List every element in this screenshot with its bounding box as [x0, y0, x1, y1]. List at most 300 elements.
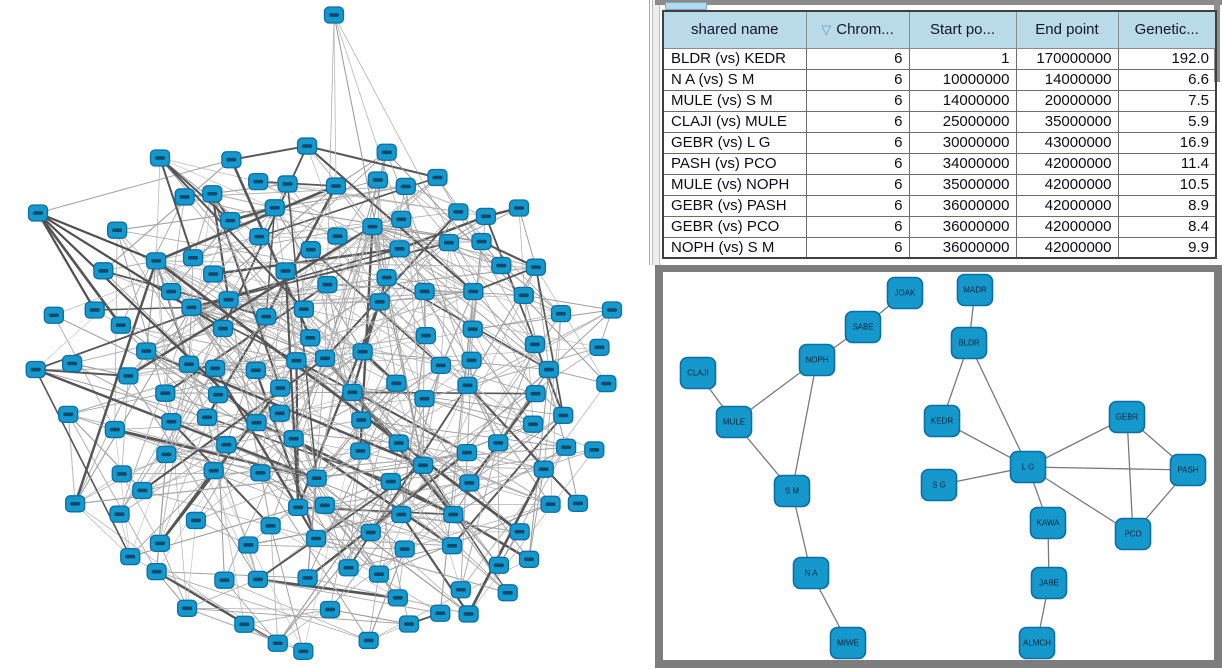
network-edge[interactable]	[969, 343, 1028, 467]
table-cell[interactable]: 42000000	[1016, 216, 1118, 237]
table-cell[interactable]: 14000000	[1016, 69, 1118, 90]
network-node[interactable]	[222, 152, 241, 168]
node-label	[298, 650, 308, 654]
edge-attribute-table-panel	[662, 10, 1217, 259]
node-label	[117, 472, 127, 476]
node-label	[382, 150, 392, 154]
network-node[interactable]	[451, 582, 470, 598]
network-node[interactable]	[597, 376, 616, 392]
node-label	[468, 327, 478, 331]
network-edge[interactable]	[401, 514, 468, 613]
network-node[interactable]	[215, 572, 234, 588]
network-edge[interactable]	[371, 532, 520, 533]
node-label	[160, 391, 170, 395]
network-edge[interactable]	[792, 360, 817, 491]
table-cell[interactable]: 5.9	[1118, 111, 1216, 132]
network-node[interactable]	[112, 466, 131, 482]
network-node-mule[interactable]	[717, 407, 752, 438]
network-edge[interactable]	[536, 267, 549, 369]
network-node[interactable]	[119, 368, 138, 384]
node-label	[493, 441, 503, 445]
table-cell[interactable]: 6	[806, 90, 909, 111]
network-node[interactable]	[585, 442, 604, 458]
table-row[interactable]	[663, 48, 1216, 69]
network-node[interactable]	[392, 506, 411, 522]
table-cell[interactable]: 34000000	[909, 153, 1016, 174]
network-node-pash[interactable]	[1171, 455, 1206, 486]
column-header-3[interactable]	[1016, 11, 1118, 48]
node-label	[331, 184, 341, 188]
table-cell[interactable]: 6	[806, 195, 909, 216]
network-node[interactable]	[328, 228, 347, 244]
node-label	[374, 572, 384, 576]
network-edge[interactable]	[1028, 467, 1188, 470]
table-cell[interactable]: 42000000	[1016, 174, 1118, 195]
network-node[interactable]	[603, 302, 622, 318]
table-row[interactable]	[663, 195, 1216, 216]
node-label	[494, 563, 504, 567]
table-cell[interactable]: 170000000	[1016, 48, 1118, 69]
network-node[interactable]	[137, 343, 156, 359]
network-node[interactable]	[203, 186, 222, 202]
node-label: CLAJI	[687, 368, 709, 378]
network-node[interactable]	[94, 263, 113, 279]
network-node-almch[interactable]	[1020, 628, 1055, 659]
network-node[interactable]	[250, 229, 269, 245]
network-node[interactable]	[541, 496, 560, 512]
filter-icon[interactable]: ▽	[821, 22, 832, 38]
node-label	[207, 192, 217, 196]
table-cell[interactable]: 30000000	[909, 132, 1016, 153]
node-label	[329, 13, 339, 17]
network-node-kawa[interactable]	[1031, 508, 1066, 539]
network-node[interactable]	[343, 384, 362, 400]
network-node[interactable]	[162, 414, 181, 430]
network-node[interactable]	[369, 566, 388, 582]
network-edge[interactable]	[231, 146, 307, 160]
network-node[interactable]	[307, 530, 326, 546]
node-label	[386, 480, 396, 484]
node-label	[320, 504, 330, 508]
network-node[interactable]	[270, 405, 289, 421]
network-node[interactable]	[206, 360, 225, 376]
table-cell[interactable]: 16.9	[1118, 132, 1216, 153]
panel-splitter[interactable]	[652, 0, 660, 265]
network-node[interactable]	[276, 263, 295, 279]
network-node[interactable]	[428, 170, 447, 186]
network-edge[interactable]	[1127, 417, 1133, 534]
node-label	[344, 566, 354, 570]
table-cell[interactable]: PASH (vs) PCO	[663, 153, 806, 174]
node-label: S M	[784, 486, 800, 496]
network-node[interactable]	[388, 590, 407, 606]
network-node[interactable]	[26, 362, 45, 378]
table-cell[interactable]: 9.9	[1118, 237, 1216, 258]
network-node[interactable]	[156, 385, 175, 401]
network-node[interactable]	[249, 174, 268, 190]
network-node[interactable]	[287, 353, 306, 369]
node-label	[519, 294, 529, 298]
table-cell[interactable]: 42000000	[1016, 195, 1118, 216]
network-node[interactable]	[462, 352, 481, 368]
network-node[interactable]	[219, 292, 238, 308]
network-node[interactable]	[370, 294, 389, 310]
network-node[interactable]	[551, 306, 570, 322]
network-node[interactable]	[554, 407, 573, 423]
network-edge[interactable]	[519, 208, 536, 267]
table-cell[interactable]: 25000000	[909, 111, 1016, 132]
network-edge[interactable]	[165, 392, 352, 393]
table-cell[interactable]: 6	[806, 216, 909, 237]
network-node[interactable]	[534, 461, 553, 477]
node-label	[531, 392, 541, 396]
table-cell[interactable]: 20000000	[1016, 90, 1118, 111]
network-node[interactable]	[431, 605, 450, 621]
column-header-0[interactable]	[663, 11, 806, 48]
network-node[interactable]	[463, 321, 482, 337]
network-node[interactable]	[63, 355, 82, 371]
network-node[interactable]	[298, 570, 317, 586]
network-node[interactable]	[476, 208, 495, 224]
node-label	[404, 622, 414, 626]
node-label: ALMCH	[1022, 638, 1052, 648]
network-node[interactable]	[325, 7, 344, 23]
column-header-4[interactable]	[1118, 11, 1216, 48]
network-node[interactable]	[492, 258, 511, 274]
network-node[interactable]	[377, 270, 396, 286]
network-edge[interactable]	[68, 414, 75, 503]
node-label	[283, 182, 293, 186]
right-column	[648, 0, 1222, 669]
network-node[interactable]	[105, 422, 124, 438]
node-label	[320, 357, 330, 361]
table-cell[interactable]: N A (vs) S M	[663, 69, 806, 90]
table-row[interactable]	[663, 90, 1216, 111]
network-node[interactable]	[526, 386, 545, 402]
network-node[interactable]	[361, 524, 380, 540]
table-cell[interactable]: GEBR (vs) PASH	[663, 195, 806, 216]
network-node[interactable]	[150, 535, 169, 551]
network-node[interactable]	[257, 309, 276, 325]
network-node[interactable]	[390, 241, 409, 257]
network-node[interactable]	[377, 144, 396, 160]
table-row[interactable]	[663, 132, 1216, 153]
network-node[interactable]	[568, 495, 587, 511]
table-row[interactable]	[663, 216, 1216, 237]
table-cell[interactable]: 36000000	[909, 237, 1016, 258]
network-node[interactable]	[489, 557, 508, 573]
table-cell[interactable]: BLDR (vs) KEDR	[663, 48, 806, 69]
network-node[interactable]	[321, 601, 340, 617]
table-row[interactable]	[663, 153, 1216, 174]
column-header-1[interactable]	[806, 11, 909, 48]
node-label	[98, 269, 108, 273]
network-edge[interactable]	[38, 213, 95, 310]
network-node[interactable]	[209, 387, 228, 403]
network-node[interactable]	[318, 277, 337, 293]
network-node[interactable]	[59, 406, 78, 422]
node-label	[462, 451, 472, 455]
column-header-label: Genetic...	[1134, 21, 1199, 39]
network-node-l-g[interactable]	[1011, 452, 1046, 483]
network-node-s-m[interactable]	[775, 476, 810, 507]
network-node[interactable]	[301, 330, 320, 346]
network-edge[interactable]	[244, 609, 330, 624]
subnetwork-panel	[655, 265, 1222, 668]
network-node[interactable]	[416, 328, 435, 344]
table-cell[interactable]: 8.9	[1118, 195, 1216, 216]
table-cell[interactable]: 35000000	[1016, 111, 1118, 132]
network-node[interactable]	[415, 391, 434, 407]
network-node[interactable]	[415, 283, 434, 299]
network-node[interactable]	[265, 200, 284, 216]
table-cell[interactable]: 6	[806, 174, 909, 195]
table-cell[interactable]: 6.6	[1118, 69, 1216, 90]
network-node[interactable]	[363, 219, 382, 235]
table-cell[interactable]: MULE (vs) NOPH	[663, 174, 806, 195]
network-node[interactable]	[327, 178, 346, 194]
network-node[interactable]	[557, 439, 576, 455]
table-cell[interactable]: 35000000	[909, 174, 1016, 195]
node-label	[394, 441, 404, 445]
network-node-bldr[interactable]	[952, 328, 987, 359]
network-node[interactable]	[525, 336, 544, 352]
network-node[interactable]	[217, 437, 236, 453]
network-node[interactable]	[235, 616, 254, 632]
node-label: N A	[804, 568, 818, 578]
node-label	[456, 588, 466, 592]
network-node[interactable]	[110, 506, 129, 522]
network-node[interactable]	[514, 287, 533, 303]
network-node[interactable]	[387, 375, 406, 391]
table-cell[interactable]: 192.0	[1118, 48, 1216, 69]
table-cell[interactable]: 7.5	[1118, 90, 1216, 111]
network-node[interactable]	[301, 242, 320, 258]
network-node[interactable]	[184, 250, 203, 266]
network-node[interactable]	[510, 200, 529, 216]
network-node[interactable]	[396, 178, 415, 194]
node-label	[601, 382, 611, 386]
network-node-gebr[interactable]	[1110, 402, 1145, 433]
network-node[interactable]	[85, 302, 104, 318]
network-node[interactable]	[351, 443, 370, 459]
network-node[interactable]	[204, 266, 223, 282]
network-node-madr[interactable]	[958, 275, 993, 306]
network-node[interactable]	[111, 317, 130, 333]
network-node[interactable]	[284, 431, 303, 447]
network-node[interactable]	[294, 643, 313, 659]
network-edge[interactable]	[214, 471, 304, 652]
network-node[interactable]	[526, 259, 545, 275]
network-node[interactable]	[29, 205, 48, 221]
network-node[interactable]	[459, 606, 478, 622]
network-node-jabe[interactable]	[1032, 568, 1067, 599]
network-node[interactable]	[178, 600, 197, 616]
network-node[interactable]	[414, 457, 433, 473]
table-cell[interactable]: 10000000	[909, 69, 1016, 90]
network-node[interactable]	[186, 512, 205, 528]
network-node[interactable]	[239, 537, 258, 553]
node-label: MIWE	[837, 638, 859, 648]
network-node[interactable]	[66, 496, 85, 512]
table-cell[interactable]: 11.4	[1118, 153, 1216, 174]
node-label	[141, 349, 151, 353]
network-node[interactable]	[108, 222, 127, 238]
network-node-s-g[interactable]	[922, 470, 957, 501]
network-node[interactable]	[261, 518, 280, 534]
network-edge[interactable]	[156, 158, 160, 261]
network-node-joak[interactable]	[888, 278, 923, 309]
table-row[interactable]	[663, 111, 1216, 132]
network-node[interactable]	[198, 409, 217, 425]
network-node-noph[interactable]	[800, 345, 835, 376]
table-cell[interactable]: 42000000	[1016, 237, 1118, 258]
network-node[interactable]	[399, 616, 418, 632]
node-label	[293, 506, 303, 510]
table-cell[interactable]: 6	[806, 237, 909, 258]
network-node[interactable]	[464, 283, 483, 299]
network-node[interactable]	[271, 380, 290, 396]
table-cell[interactable]: 6	[806, 153, 909, 174]
network-node[interactable]	[294, 301, 313, 317]
network-node[interactable]	[44, 307, 63, 323]
network-node[interactable]	[489, 435, 508, 451]
network-node[interactable]	[520, 551, 539, 567]
network-node[interactable]	[460, 475, 479, 491]
table-cell[interactable]: 42000000	[1016, 153, 1118, 174]
table-row[interactable]	[663, 174, 1216, 195]
network-node[interactable]	[248, 571, 267, 587]
network-node[interactable]	[457, 445, 476, 461]
table-cell[interactable]: 1	[909, 48, 1016, 69]
node-label	[291, 359, 301, 363]
network-node[interactable]	[278, 176, 297, 192]
network-node[interactable]	[147, 253, 166, 269]
network-edge[interactable]	[330, 609, 409, 624]
network-node[interactable]	[539, 362, 558, 378]
node-label	[358, 350, 368, 354]
network-edge[interactable]	[117, 208, 275, 230]
network-node[interactable]	[316, 350, 335, 366]
network-node[interactable]	[392, 211, 411, 227]
network-node-sabe[interactable]	[846, 312, 881, 343]
table-cell[interactable]: 6	[806, 111, 909, 132]
table-cell[interactable]: 36000000	[909, 195, 1016, 216]
network-node[interactable]	[431, 357, 450, 373]
table-cell[interactable]: 6	[806, 48, 909, 69]
network-edge[interactable]	[38, 160, 231, 213]
node-label	[151, 259, 161, 263]
network-node[interactable]	[315, 497, 334, 513]
node-label	[182, 607, 192, 611]
node-label	[464, 612, 474, 616]
table-cell[interactable]: GEBR (vs) PCO	[663, 216, 806, 237]
node-label	[90, 308, 100, 312]
table-cell[interactable]: 43000000	[1016, 132, 1118, 153]
table-row[interactable]	[663, 69, 1216, 90]
network-node[interactable]	[443, 538, 462, 554]
table-row[interactable]	[663, 237, 1216, 258]
table-cell[interactable]: 14000000	[909, 90, 1016, 111]
node-label	[432, 176, 442, 180]
network-node[interactable]	[381, 474, 400, 490]
network-node-pco[interactable]	[1116, 519, 1151, 550]
network-node[interactable]	[133, 482, 152, 498]
network-node[interactable]	[439, 235, 458, 251]
network-node[interactable]	[590, 339, 609, 355]
network-node[interactable]	[368, 172, 387, 188]
table-cell[interactable]: MULE (vs) S M	[663, 90, 806, 111]
node-label	[420, 290, 430, 294]
network-node[interactable]	[121, 549, 140, 565]
network-node[interactable]	[247, 415, 266, 431]
node-label	[607, 308, 617, 312]
network-node[interactable]	[498, 585, 517, 601]
node-label: MULE	[722, 417, 746, 427]
network-node[interactable]	[472, 234, 491, 250]
network-node[interactable]	[147, 564, 166, 580]
network-node[interactable]	[449, 204, 468, 220]
network-node[interactable]	[289, 499, 308, 515]
network-node[interactable]	[204, 463, 223, 479]
network-edge[interactable]	[271, 526, 278, 643]
network-node[interactable]	[359, 632, 378, 648]
table-cell[interactable]: 10.5	[1118, 174, 1216, 195]
table-cell[interactable]: NOPH (vs) S M	[663, 237, 806, 258]
network-node[interactable]	[162, 284, 181, 300]
network-node[interactable]	[246, 362, 265, 378]
network-node[interactable]	[389, 435, 408, 451]
table-cell[interactable]: GEBR (vs) L G	[663, 132, 806, 153]
subnetwork-canvas[interactable]	[663, 272, 1214, 660]
column-header-2[interactable]	[909, 11, 1016, 48]
network-node[interactable]	[353, 344, 372, 360]
network-node[interactable]	[307, 470, 326, 486]
network-node[interactable]	[352, 412, 371, 428]
network-node[interactable]	[251, 465, 270, 481]
network-node[interactable]	[298, 138, 317, 154]
network-node[interactable]	[510, 524, 529, 540]
network-node[interactable]	[175, 189, 194, 205]
network-node[interactable]	[221, 213, 240, 229]
network-node[interactable]	[268, 635, 287, 651]
network-node[interactable]	[524, 416, 543, 432]
network-node[interactable]	[179, 356, 198, 372]
network-node[interactable]	[182, 299, 201, 315]
node-label: BLDR	[958, 338, 980, 348]
table-cell[interactable]: 36000000	[909, 216, 1016, 237]
network-node-miwe[interactable]	[831, 628, 866, 659]
network-edge[interactable]	[498, 370, 549, 443]
network-node[interactable]	[458, 377, 477, 393]
table-cell[interactable]: CLAJI (vs) MULE	[663, 111, 806, 132]
horizontal-scrollbar-thumb[interactable]	[665, 2, 707, 10]
network-node[interactable]	[395, 541, 414, 557]
network-node[interactable]	[151, 150, 170, 166]
network-node-kedr[interactable]	[925, 406, 960, 437]
network-node-claji[interactable]	[681, 358, 716, 389]
table-cell[interactable]: 6	[806, 69, 909, 90]
network-node-n-a[interactable]	[794, 558, 829, 589]
table-cell[interactable]: 6	[806, 132, 909, 153]
network-node[interactable]	[444, 506, 463, 522]
network-node[interactable]	[339, 560, 358, 576]
network-node[interactable]	[213, 321, 232, 337]
network-edge[interactable]	[334, 15, 336, 186]
network-node[interactable]	[157, 446, 176, 462]
network-edge[interactable]	[187, 608, 330, 609]
table-cell[interactable]: 8.4	[1118, 216, 1216, 237]
